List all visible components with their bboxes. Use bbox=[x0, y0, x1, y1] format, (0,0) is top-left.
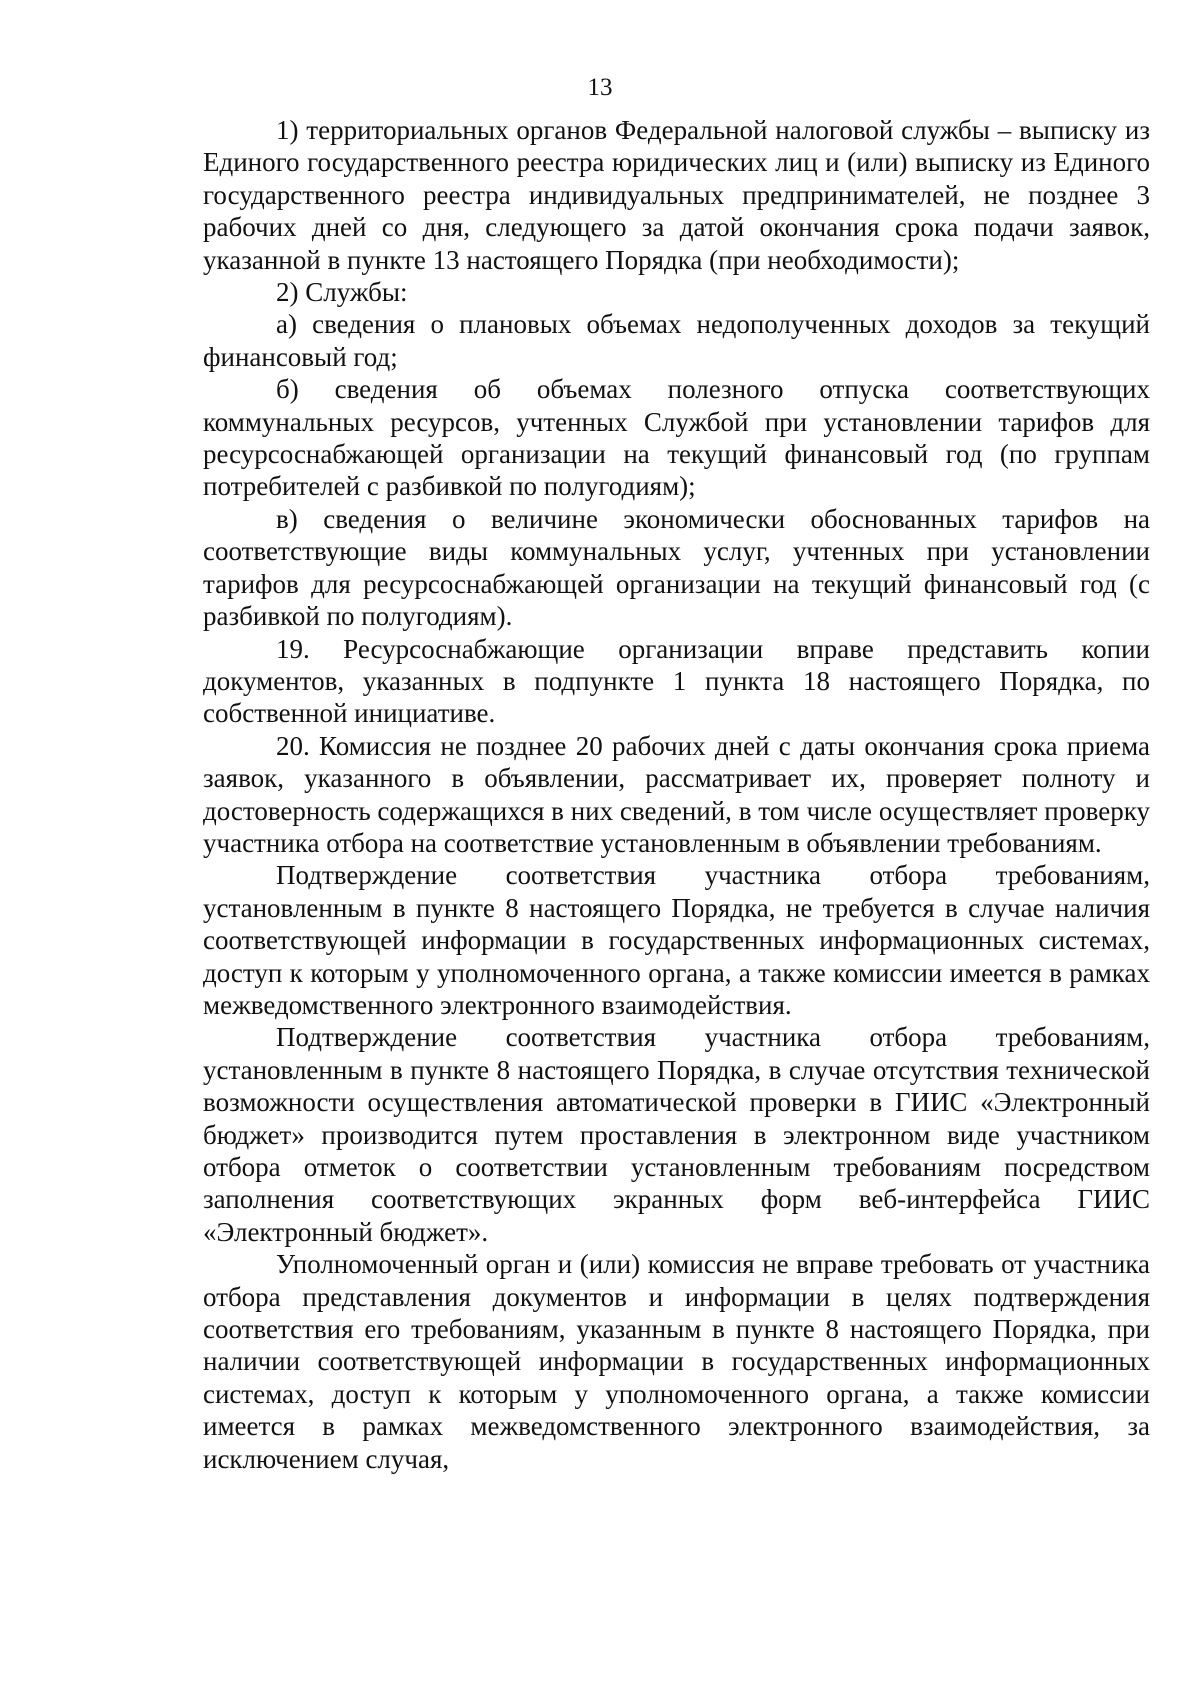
paragraph-confirmation-not-required: Подтверждение соответствия участника отбора требованиям, установленным в пункте 8 настоящего Порядка, не требуется в случае наличия соответствующей информации в государственных информационных системах, доступ к которым у уполномоченного органа, а также комиссии имеется в рамках межведомственного электронного взаимодействия. bbox=[203, 860, 1150, 1020]
paragraph-subitem-v: в) сведения о величине экономически обоснованных тарифов на соответствующие виды коммунальных услуг, учтенных при установлении тарифов для ресурсоснабжающей организации на текущий финансовый год (с разбивкой по полугодиям). bbox=[203, 503, 1150, 632]
paragraph-subitem-a: а) сведения о плановых объемах недополученных доходов за текущий финансовый год; bbox=[203, 309, 1150, 372]
document-body bbox=[203, 114, 1150, 1475]
paragraph-19: 19. Ресурсоснабжающие организации вправе представить копии документов, указанных в подпункте 1 пункта 18 настоящего Порядка, по собственной инициативе. bbox=[203, 633, 1150, 729]
paragraph-subitem-b: б) сведения об объемах полезного отпуска соответствующих коммунальных ресурсов, учтенных Службой при установлении тарифов для ресурсоснабжающей организации на текущий финансовый год (по группам потребителей с разбивкой по полугодиям); bbox=[203, 374, 1150, 502]
paragraph-no-right-to-demand: Уполномоченный орган и (или) комиссия не вправе требовать от участника отбора представления документов и информации в целях подтверждения соответствия его требованиям, указанным в пункте 8 настоящего Порядка, при наличии соответствующей информации в государственных информационных системах, доступ к которым у уполномоченного органа, а также комиссии имеется в рамках межведомственного электронного взаимодействия, за исключением случая, bbox=[203, 1249, 1150, 1474]
page-number: 13 bbox=[587, 74, 613, 101]
paragraph-confirmation-manual: Подтверждение соответствия участника отбора требованиям, установленным в пункте 8 настоящего Порядка, в случае отсутствия технической возможности осуществления автоматической проверки в ГИИС «Электронный бюджет» производится путем проставления в электронном виде участником отбора отметок о соответствии установленным требованиям посредством заполнения соответствующих экранных форм веб-интерфейса ГИИС «Электронный бюджет». bbox=[203, 1022, 1150, 1247]
paragraph-item-1-fns: 1) территориальных органов Федеральной налоговой службы – выписку из Единого государственного реестра юридических лиц и (или) выписку из Единого государственного реестра индивидуальных предпринимателей, не позднее 3 рабочих дней со дня, следующего за датой окончания срока подачи заявок, указанной в пункте 13 настоящего Порядка (при необходимости); bbox=[203, 115, 1150, 275]
paragraph-20: 20. Комиссия не позднее 20 рабочих дней с даты окончания срока приема заявок, указанного в объявлении, рассматривает их, проверяет полноту и достоверность содержащихся в них сведений, в том числе осуществляет проверку участника отбора на соответствие установленным в объявлении требованиям. bbox=[203, 730, 1150, 858]
paragraph-item-2-services-heading: 2) Службы: bbox=[276, 277, 408, 308]
